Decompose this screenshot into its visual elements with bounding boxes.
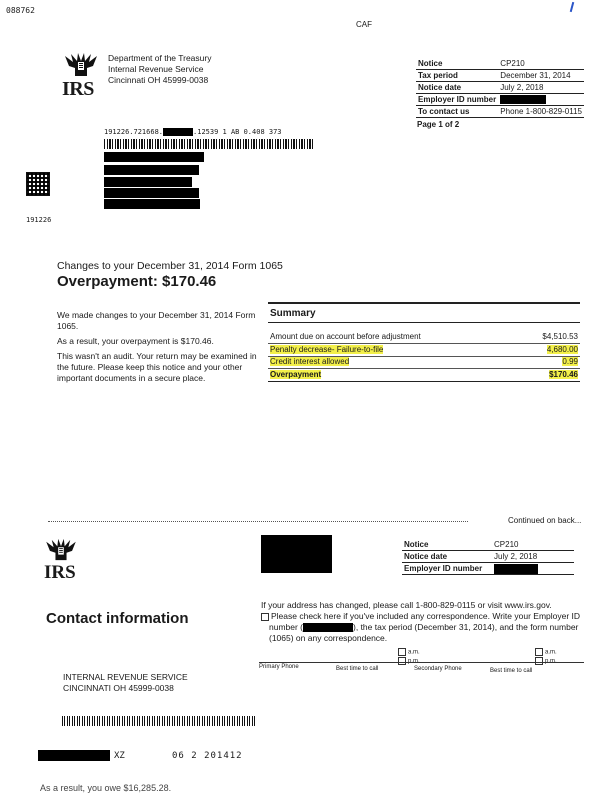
address-change-text: If your address has changed, please call 1-800-829-0115 or visit www.irs.gov. <box>261 600 552 610</box>
body-text <box>57 310 257 384</box>
stub-employer-id-label: Employer ID number <box>402 563 492 575</box>
notice-label: Notice <box>416 58 498 70</box>
stub-notice-value: CP210 <box>492 539 574 551</box>
summary-row <box>268 345 580 357</box>
scan-line-suffix: .12539 1 AB 0.408 373 <box>193 128 282 136</box>
correspondence-check-row <box>261 611 581 622</box>
form-number-text: (1065) on any correspondence. <box>269 633 388 643</box>
am-label: a.m. <box>545 649 557 656</box>
scan-line-redaction <box>163 128 193 136</box>
summary-row <box>268 332 580 344</box>
stub-employer-id-value <box>492 563 574 575</box>
secondary-phone-label: Secondary Phone <box>414 666 462 672</box>
best-time-label-1: Best time to call <box>336 666 379 672</box>
summary-heading-rule <box>268 322 580 323</box>
notice-info-table <box>416 58 584 118</box>
summary-total-label: Overpayment <box>270 370 322 379</box>
redacted-block <box>261 535 332 573</box>
caf-code: CAF <box>356 20 372 29</box>
summary-row-value: 4,680.00 <box>546 345 578 354</box>
contact-label: To contact us <box>416 106 498 118</box>
irs-address-line2: CINCINNATI OH 45999-0038 <box>63 683 174 693</box>
employer-id-label: Employer ID number <box>416 94 498 106</box>
stub-employer-id-redaction <box>494 564 538 574</box>
stub-notice-label: Notice <box>402 539 492 551</box>
phone-field-line[interactable] <box>259 662 584 663</box>
pen-mark <box>570 2 575 12</box>
stub-notice-date-label: Notice date <box>402 551 492 563</box>
irs-logo-text: IRS <box>44 562 76 583</box>
pm-checkbox[interactable] <box>398 657 406 665</box>
employer-id-value <box>498 94 584 106</box>
2d-barcode-icon <box>26 172 50 196</box>
employer-id-instructions <box>261 622 581 633</box>
notice-value: CP210 <box>498 58 584 70</box>
summary-row-value: 0.99 <box>562 357 578 366</box>
redacted-address-line <box>104 152 204 162</box>
employer-id-redaction <box>500 95 546 104</box>
pm-label: p.m. <box>545 658 557 665</box>
number-prefix: number ( <box>269 622 304 632</box>
tax-period-value: December 31, 2014 <box>498 70 584 82</box>
sender-address <box>108 53 211 86</box>
sender-line1: Department of the Treasury <box>108 53 212 63</box>
postal-barcode <box>104 139 314 149</box>
number-suffix: ), the tax period (December 31, 2014), and the form number <box>353 622 579 632</box>
document-code: 088762 <box>6 6 35 15</box>
side-code: 191226 <box>26 216 52 224</box>
redacted-address-line <box>104 199 200 209</box>
contact-value: Phone 1-800-829-0115 <box>500 107 582 116</box>
primary-phone-label: Primary Phone <box>259 664 299 670</box>
stub-barcode <box>62 716 256 726</box>
notice-subtitle: Changes to your December 31, 2014 Form 1065 <box>57 260 283 272</box>
redacted-scan-code <box>38 750 110 761</box>
summary-row-label: Amount due on account before adjustment <box>270 332 421 341</box>
bottom-cutoff-text: As a result, you owe $16,285.28. <box>40 783 172 793</box>
irs-eagle-icon <box>44 538 78 562</box>
summary-row-label: Penalty decrease- Failure-to-file <box>270 345 384 354</box>
irs-eagle-icon <box>63 52 99 78</box>
pm-checkbox[interactable] <box>535 657 543 665</box>
summary-top-rule <box>268 302 580 304</box>
summary-row-label: Credit interest allowed <box>270 357 350 366</box>
summary-heading: Summary <box>270 308 316 319</box>
correspondence-check-text: Please check here if you've included any correspondence. Write your Employer ID <box>271 611 581 621</box>
summary-row <box>268 357 580 369</box>
redacted-address-line <box>104 177 192 187</box>
body-paragraph-3: This wasn't an audit. Your return may be examined in the future. Please keep this notice and your other important documents in a secure place. <box>57 351 257 383</box>
redacted-address-line <box>104 188 199 198</box>
summary-total-value: $170.46 <box>549 370 578 379</box>
irs-logo-text: IRS <box>62 78 94 100</box>
notice-title: Overpayment: $170.46 <box>57 273 217 290</box>
scan-line-prefix: 191226.721668. <box>104 128 164 136</box>
instruction-redaction <box>303 623 353 632</box>
am-checkbox[interactable] <box>398 648 406 656</box>
stub-notice-table <box>402 539 574 575</box>
body-paragraph-1: We made changes to your December 31, 2014 Form 1065. <box>57 310 256 331</box>
irs-return-address <box>63 672 188 694</box>
body-paragraph-2: As a result, your overpayment is $170.46. <box>57 336 214 346</box>
best-time-label-2: Best time to call <box>490 668 533 674</box>
scan-code-right: 06 2 201412 <box>172 751 243 761</box>
pm-label: p.m. <box>408 658 420 665</box>
redacted-address-line <box>104 165 199 175</box>
sender-line3: Cincinnati OH 45999-0038 <box>108 75 209 85</box>
am-label: a.m. <box>408 649 420 656</box>
correspondence-instructions <box>261 600 581 644</box>
stub-notice-date-value: July 2, 2018 <box>492 551 574 563</box>
am-checkbox[interactable] <box>535 648 543 656</box>
contact-information-title: Contact information <box>46 610 189 627</box>
summary-row-value: $4,510.53 <box>542 332 578 341</box>
notice-date-value: July 2, 2018 <box>498 82 584 94</box>
continued-note: Continued on back... <box>508 516 582 525</box>
page-indicator: Page 1 of 2 <box>417 120 460 129</box>
notice-date-label: Notice date <box>416 82 498 94</box>
tax-period-label: Tax period <box>416 70 498 82</box>
irs-address-line1: INTERNAL REVENUE SERVICE <box>63 672 188 682</box>
scan-line <box>104 128 282 136</box>
scan-code-mid: XZ <box>114 751 125 761</box>
summary-total-row <box>268 370 580 382</box>
sender-line2: Internal Revenue Service <box>108 64 204 74</box>
correspondence-checkbox[interactable] <box>261 613 269 621</box>
tear-line <box>48 521 468 522</box>
